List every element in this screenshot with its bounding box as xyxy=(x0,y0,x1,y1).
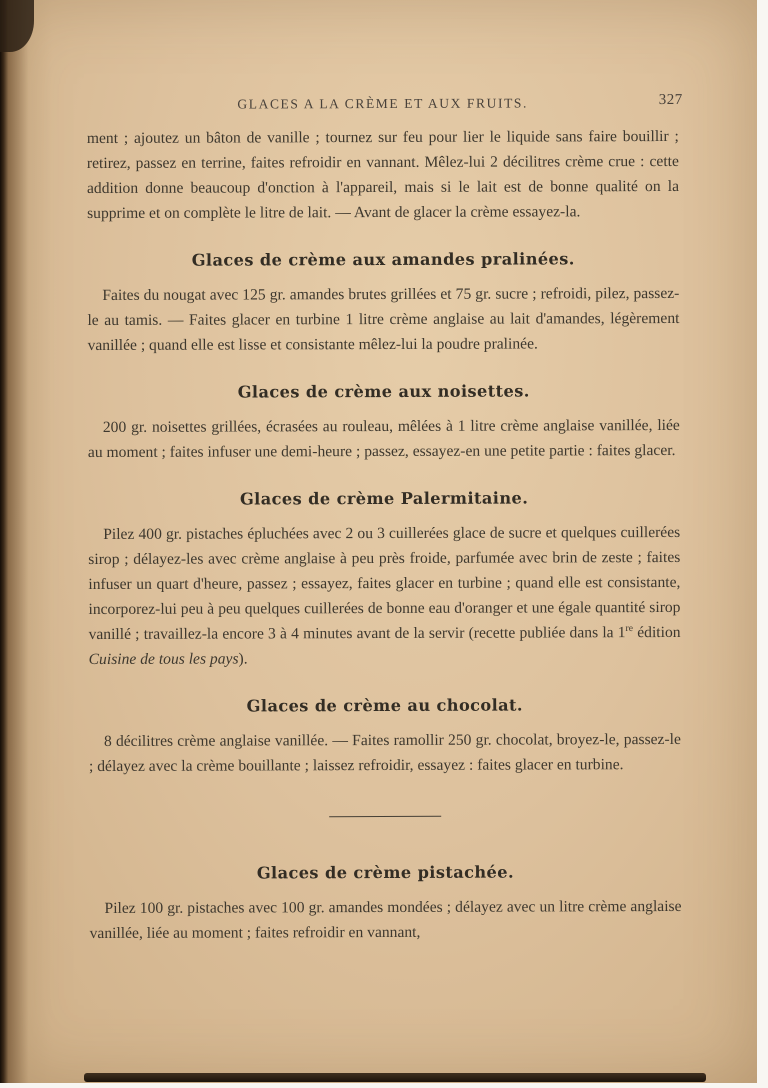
sections-container xyxy=(87,249,681,946)
section-heading: Glaces de crème aux amandes pralinées. xyxy=(191,249,575,270)
section-heading: Glaces de crème Palermitaine. xyxy=(239,488,529,509)
paragraph-run: 200 gr. noisettes grillées, écrasées au rouleau, mêlées à 1 litre crème anglaise vanillée, liée au moment ; faites infuser une demi-heure ; passez, essayez-en une petite partie : faites glacer. xyxy=(87,416,680,462)
page-content xyxy=(86,0,681,950)
section-paragraph xyxy=(89,727,681,779)
paragraph-run: édition xyxy=(633,623,681,642)
page-edge-mark xyxy=(11,1004,22,1016)
continuation-paragraph: ment ; ajoutez un bâton de vanille ; tournez sur feu pour lier le liquide sans faire bouillir ; retirez, passez en terrine, faites refroidir en vannant. Mêlez-lui 2 décilitres crème crue : cette addition donne beaucoup d'onction à l'appareil, mais si le lait est de bonne qualité on la supprime et on complète le litre de lait. — Avant de glacer la crème essayez-la. xyxy=(86,127,680,223)
section-paragraph xyxy=(87,281,679,358)
page-edge-mark xyxy=(10,588,22,599)
book-bottom-edge-shadow xyxy=(84,1073,706,1082)
page-edge-mark xyxy=(15,468,23,481)
section-heading: Glaces de crème pistachée. xyxy=(256,862,515,883)
section-heading: Glaces de crème au chocolat. xyxy=(246,695,523,716)
section-paragraph xyxy=(88,520,681,672)
paragraph-run: Cuisine de tous les pays xyxy=(88,650,239,669)
page-number: 327 xyxy=(658,91,683,109)
running-header xyxy=(87,91,683,113)
paragraph-run: ). xyxy=(238,650,248,668)
book-binding-shadow xyxy=(0,0,52,1083)
paragraph-run: 8 décilitres crème anglaise vanillée. — Faites ramollir 250 gr. chocolat, broyez-le, passez-le ; délayez avec la crème bouillante ; laissez refroidir, essayez : faites glacer en turbine. xyxy=(88,730,681,776)
paragraph-run: Pilez 100 gr. pistaches avec 100 gr. amandes mondées ; délayez avec un litre crème anglaise vanillée, liée au moment ; faites refroidir en vannant, xyxy=(89,897,682,943)
section-divider xyxy=(329,816,441,817)
page-edge-mark xyxy=(13,104,22,122)
paragraph-run: Pilez 400 gr. pistaches épluchées avec 2 ou 3 cuillerées glace de sucre et quelques cuillerées sirop ; délayez-les avec crème anglaise à peu près froide, parfumée avec brin de zeste ; faites infuser un quart d'heure, passez ; essayez, faites glacer en turbine ; quand elle est consistante, incorporez-lui peu à peu quelques cuillerées de bonne eau d'oranger et une égale quantité sirop vanillé ; travaillez-la encore 3 à 4 minutes avant de la servir (recette publiée dans la 1 xyxy=(88,523,681,644)
paragraph-run: Faites du nougat avec 125 gr. amandes brutes grillées et 75 gr. sucre ; refroidi, pilez, passez-le au tamis. — Faites glacer en turbine 1 litre crème anglaise au lait d'amandes, légèrement vanillée ; quand elle est lisse et consistante mêlez-lui la poudre pralinée. xyxy=(87,284,680,355)
section-heading: Glaces de crème aux noisettes. xyxy=(237,381,530,402)
section-paragraph xyxy=(89,894,681,946)
page-edge-mark xyxy=(13,905,22,919)
paragraph-run: re xyxy=(625,622,634,634)
running-header-title: GLACES A LA CRÈME ET AUX FRUITS. xyxy=(237,95,529,112)
section-paragraph xyxy=(88,413,680,465)
page-edge-mark xyxy=(11,176,22,190)
